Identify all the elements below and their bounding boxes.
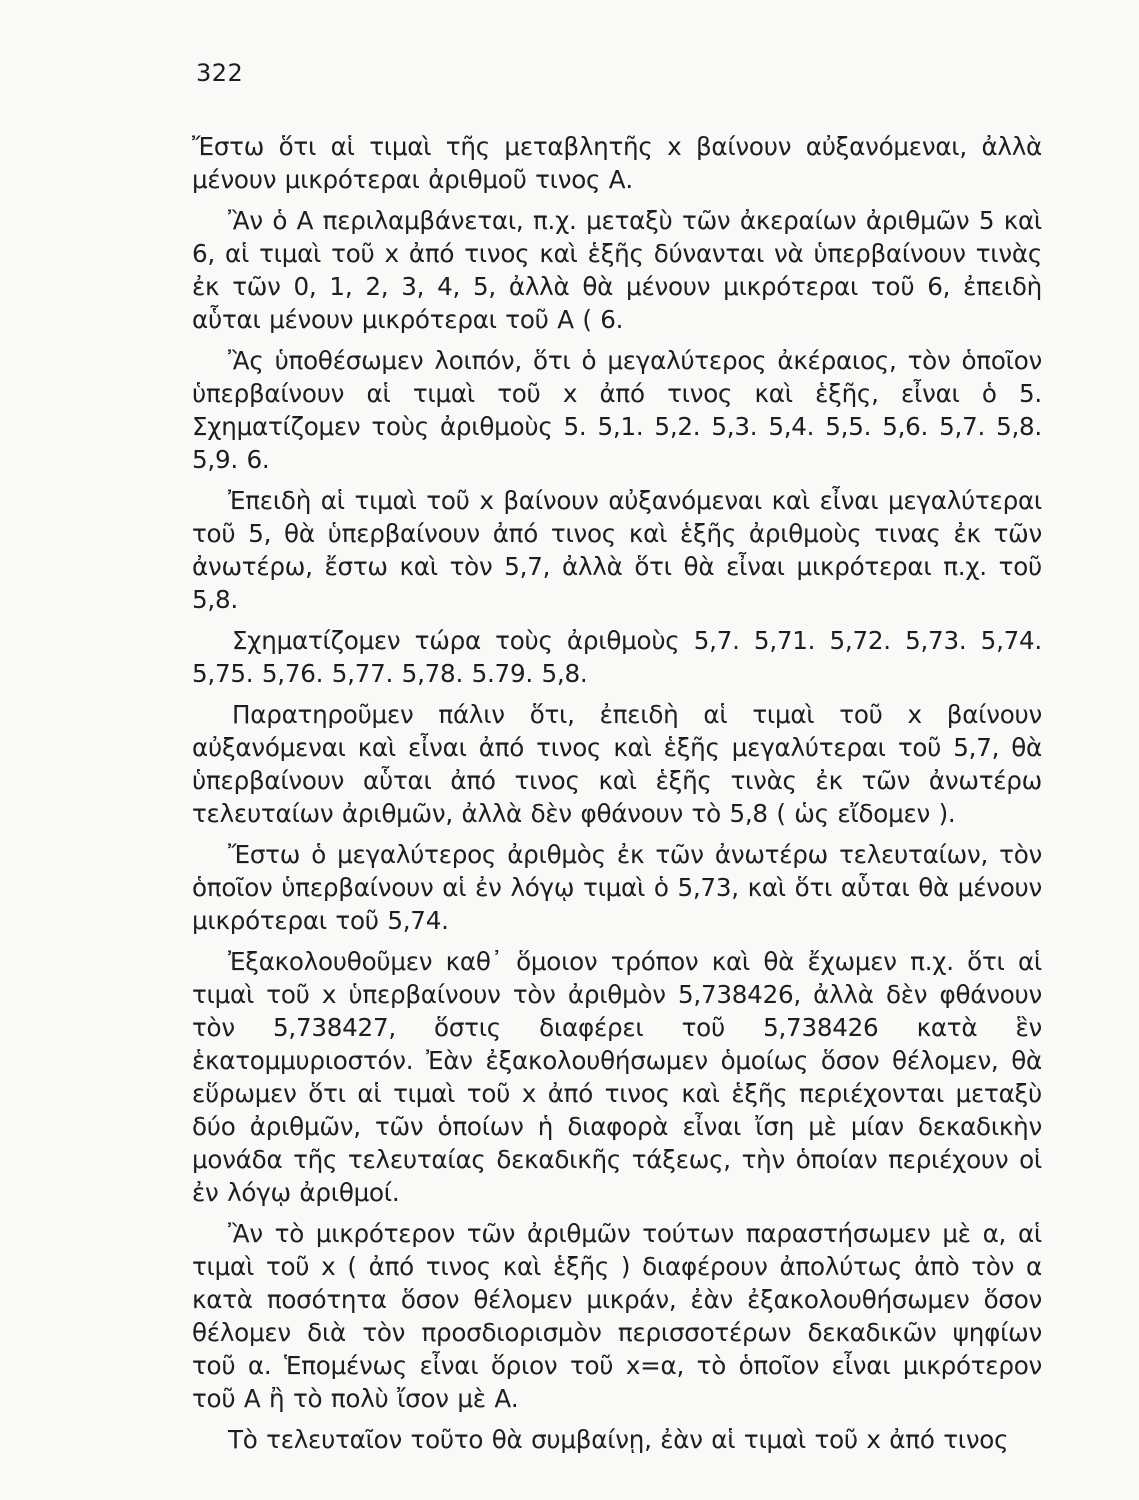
paragraph-6: Παρατηροῦμεν πάλιν ὅτι, ἐπειδὴ αἱ τιμαὶ τοῦ x βαίνουν αὐξανόμεναι καὶ εἶναι ἀπό τινος καὶ ἑξῆς μεγαλύτεραι τοῦ 5,7, θὰ ὑπερβαίνουν αὗται ἀπό τινος καὶ ἑξῆς τινὰς ἐκ τῶν ἀνωτέρω τελευταίων ἀριθμῶν, ἀλλὰ δὲν φθάνουν τὸ 5,8 ( ὡς εἴδομεν ).	[192, 700, 1042, 828]
paragraph-4: Ἐπειδὴ αἱ τιμαὶ τοῦ x βαίνουν αὐξανόμεναι καὶ εἶναι μεγαλύτεραι τοῦ 5, θὰ ὑπερβαίνουν ἀπό τινος καὶ ἑξῆς ἀριθμοὺς τινας ἐκ τῶν ἀνωτέρω, ἔστω καὶ τὸν 5,7, ἀλλὰ ὅτι θὰ εἶναι μικρότεραι π.χ. τοῦ 5,8.	[192, 486, 1042, 614]
paragraph-5: Σχηματίζομεν τώρα τοὺς ἀριθμοὺς 5,7. 5,71. 5,72. 5,73. 5,74. 5,75. 5,76. 5,77. 5,78. 5.79. 5,8.	[192, 626, 1042, 688]
paragraph-9: Ἂν τὸ μικρότερον τῶν ἀριθμῶν τούτων παραστήσωμεν μὲ α, αἱ τιμαὶ τοῦ x ( ἀπό τινος καὶ ἑξῆς ) διαφέρουν ἀπολύτως ἀπὸ τὸν α κατὰ ποσότητα ὅσον θέλομεν μικράν, ἐὰν ἐξακολουθήσωμεν ὅσον θέλομεν διὰ τὸν προσδιορισμὸν περισσοτέρων δεκαδικῶν ψηφίων τοῦ α. Ἑπομένως εἶναι ὅριον τοῦ x=α, τὸ ὁποῖον εἶναι μικρότερον τοῦ Α ἢ τὸ πολὺ ἴσον μὲ Α.	[192, 1219, 1042, 1413]
paragraph-7: Ἔστω ὁ μεγαλύτερος ἀριθμὸς ἐκ τῶν ἀνωτέρω τελευταίων, τὸν ὁποῖον ὑπερβαίνουν αἱ ἐν λόγῳ τιμαὶ ὁ 5,73, καὶ ὅτι αὗται θὰ μένουν μικρότεραι τοῦ 5,74.	[192, 840, 1042, 935]
paragraph-1: Ἔστω ὅτι αἱ τιμαὶ τῆς μεταβλητῆς x βαίνουν αὐξανόμεναι, ἀλλὰ μένουν μικρότεραι ἀριθμοῦ τινος Α.	[192, 132, 1042, 194]
page-number: 322	[196, 59, 244, 87]
paragraph-10: Τὸ τελευταῖον τοῦτο θὰ συμβαίνῃ, ἐὰν αἱ τιμαὶ τοῦ x ἀπό τινος	[228, 1425, 1009, 1454]
paragraph-8: Ἐξακολουθοῦμεν καθ᾽ ὅμοιον τρόπον καὶ θὰ ἔχωμεν π.χ. ὅτι αἱ τιμαὶ τοῦ x ὑπερβαίνουν τὸν ἀριθμὸν 5,738426, ἀλλὰ δὲν φθάνουν τὸν 5,738427, ὅστις διαφέρει τοῦ 5,738426 κατὰ ἓν ἑκατομμυριοστόν. Ἐὰν ἐξακολουθήσωμεν ὁμοίως ὅσον θέλομεν, θὰ εὕρωμεν ὅτι αἱ τιμαὶ τοῦ x ἀπό τινος καὶ ἑξῆς περιέχονται μεταξὺ δύο ἀριθμῶν, τῶν ὁποίων ἡ διαφορὰ εἶναι ἴση μὲ μίαν δεκαδικὴν μονάδα τῆς τελευταίας δεκαδικῆς τάξεως, τὴν ὁποίαν περιέχουν οἱ ἐν λόγῳ ἀριθμοί.	[192, 947, 1042, 1207]
paragraph-3: Ἂς ὑποθέσωμεν λοιπόν, ὅτι ὁ μεγαλύτερος ἀκέραιος, τὸν ὁποῖον ὑπερβαίνουν αἱ τιμαὶ τοῦ x ἀπό τινος καὶ ἑξῆς, εἶναι ὁ 5. Σχηματίζομεν τοὺς ἀριθμοὺς 5. 5,1. 5,2. 5,3. 5,4. 5,5. 5,6. 5,7. 5,8. 5,9. 6.	[192, 346, 1042, 474]
paragraph-2: Ἂν ὁ Α περιλαμβάνεται, π.χ. μεταξὺ τῶν ἀκεραίων ἀριθμῶν 5 καὶ 6, αἱ τιμαὶ τοῦ x ἀπό τινος καὶ ἑξῆς δύνανται νὰ ὑπερβαίνουν τινὰς ἐκ τῶν 0, 1, 2, 3, 4, 5, ἀλλὰ θὰ μένουν μικρότεραι τοῦ 6, ἐπειδὴ αὗται μένουν μικρότεραι τοῦ Α ( 6.	[192, 206, 1042, 334]
body-text	[192, 130, 1042, 1464]
